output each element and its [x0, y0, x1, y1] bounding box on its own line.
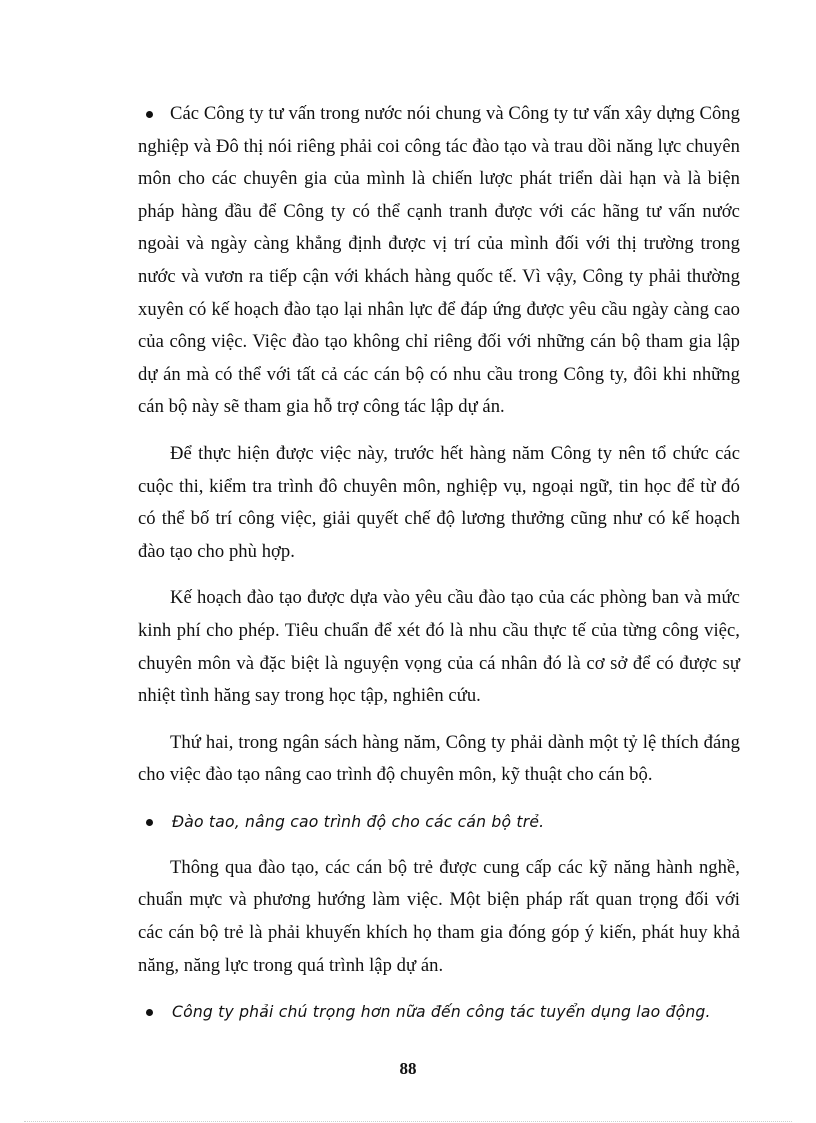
bullet-heading-recruitment: Công ty phải chú trọng hơn nữa đến công tác tuyển dụng lao động. — [172, 1003, 711, 1022]
paragraph-training-plan: Kế hoạch đào tạo được dựa vào yêu cầu đào tạo của các phòng ban và mức kinh phí cho phép. Tiêu chuẩn để xét đó là nhu cầu thực tế của từng công việc, chuyên môn và đặc biệt là nguyện vọng của cá nhân đó là cơ sở để có được sự nhiệt tình hăng say trong học tập, nghiên cứu. — [138, 587, 740, 707]
bullet-icon — [146, 111, 153, 118]
paragraph-annual-exams: Để thực hiện được việc này, trước hết hàng năm Công ty nên tổ chức các cuộc thi, kiểm tra trình đô chuyên môn, nghiệp vụ, ngoại ngữ, tin học để từ đó có thể bố trí công việc, giải quyết chế độ lương thưởng cũng như có kế hoạch đào tạo cho phù hợp. — [138, 442, 740, 562]
bullet-item-recruitment — [138, 996, 740, 1028]
footer-divider — [24, 1121, 792, 1122]
bullet-item-training-strategy — [138, 98, 740, 424]
bullet-icon — [146, 819, 153, 826]
bullet-heading-young-staff: Đào tao, nâng cao trình độ cho các cán bộ trẻ. — [172, 812, 545, 831]
paragraph-training-strategy: Các Công ty tư vấn trong nước nói chung và Công ty tư vấn xây dựng Công nghiệp và Đô thị nói riêng phải coi công tác đào tạo và trau dồi năng lực chuyên môn cho các chuyên gia của mình là chiến lược phát triển dài hạn và là biện pháp hàng đầu để Công ty có thể cạnh tranh được với các hãng tư vấn nước ngoài và ngày càng khẳng định được vị trí của mình đối với thị trường trong nước và vươn ra tiếp cận với khách hàng quốc tế. Vì vậy, Công ty phải thường xuyên có kế hoạch đào tạo lại nhân lực để đáp ứng được yêu cầu ngày càng cao của công việc. Việc đào tạo không chỉ riêng đối với những cán bộ tham gia lập dự án mà có thể với tất cả các cán bộ có nhu cầu trong Công ty, đôi khi những cán bộ này sẽ tham gia hỗ trợ công tác lập dự án. — [138, 103, 740, 418]
bullet-item-young-staff — [138, 806, 740, 838]
paragraph-budget: Thứ hai, trong ngân sách hàng năm, Công ty phải dành một tỷ lệ thích đáng cho việc đào tạo nâng cao trình độ chuyên môn, kỹ thuật cho cán bộ. — [138, 731, 740, 786]
document-body — [138, 98, 740, 1042]
paragraph-young-staff: Thông qua đào tạo, các cán bộ trẻ được cung cấp các kỹ năng hành nghề, chuẩn mực và phương hướng làm việc. Một biện pháp rất quan trọng đối với các cán bộ trẻ là phải khuyến khích họ tham gia đóng góp ý kiến, phát huy khả năng, năng lực trong quá trình lập dự án. — [138, 856, 740, 976]
page-number: 88 — [399, 1059, 417, 1078]
bullet-icon — [146, 1009, 153, 1016]
